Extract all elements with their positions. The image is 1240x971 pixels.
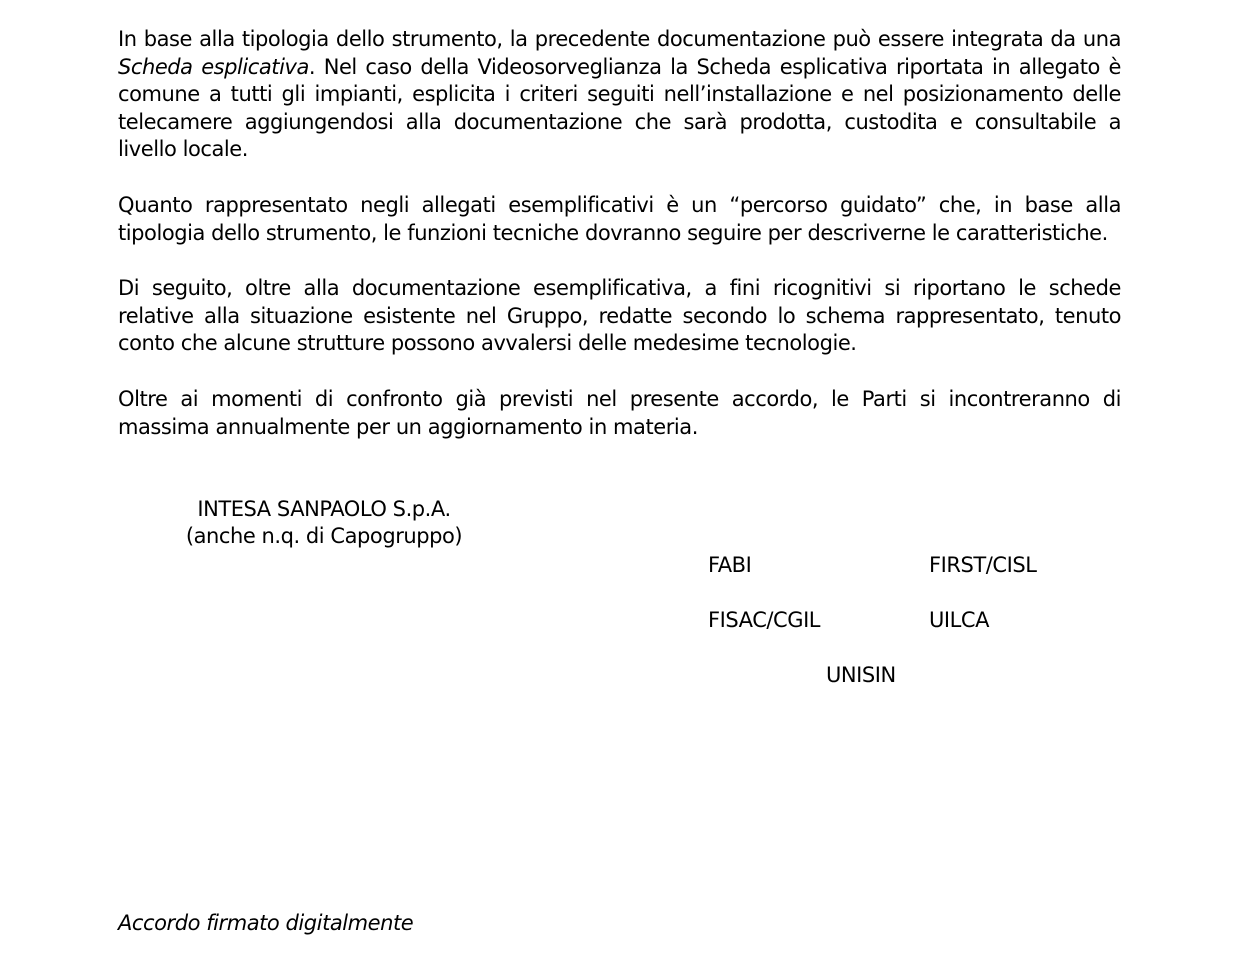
paragraph-text: In base alla tipologia dello strumento, la precedente documentazione può essere integrata da una bbox=[118, 27, 1121, 51]
union-signatory-first-cisl: FIRST/CISL bbox=[929, 553, 1037, 577]
paragraph-schede-ricognitive: Di seguito, oltre alla documentazione esemplificativa, a fini ricognitivi si riportano le schede relative alla situazione esistente nel Gruppo, redatte secondo lo schema rappresentato, tenuto conto che alcune strutture possono avvalersi delle medesime tecnologie. bbox=[118, 276, 1121, 356]
paragraph-incontri-annuali: Oltre ai momenti di confronto già previsti nel presente accordo, le Parti si incontreranno di massima annualmente per un aggiornamento in materia. bbox=[118, 387, 1121, 439]
union-signatory-uilca: UILCA bbox=[929, 608, 990, 632]
company-role: (anche n.q. di Capogruppo) bbox=[185, 524, 463, 548]
paragraph-scheda-esplicativa bbox=[118, 26, 1121, 164]
company-name: INTESA SANPAOLO S.p.A. bbox=[197, 497, 451, 521]
union-signatory-fisac-cgil: FISAC/CGIL bbox=[708, 608, 821, 632]
union-signatory-unisin: UNISIN bbox=[826, 663, 896, 687]
paragraph-text: . Nel caso della Videosorveglianza la Scheda esplicativa riportata in allegato è comune a tutti gli impianti, esplicita i criteri seguiti nell’installazione e nel posizionamento delle telecamere aggiungendosi alla documentazione che sarà prodotta, custodita e consultabile a livello locale. bbox=[118, 54, 1121, 162]
company-signatory bbox=[174, 496, 474, 550]
italic-term: Scheda esplicativa bbox=[118, 54, 309, 79]
union-signatory-fabi: FABI bbox=[708, 553, 752, 577]
paragraph-percorso-guidato: Quanto rappresentato negli allegati esemplificativi è un “percorso guidato” che, in base alla tipologia dello strumento, le funzioni tecniche dovranno seguire per descriverne le caratteristiche. bbox=[118, 193, 1121, 245]
digital-signature-note: Accordo firmato digitalmente bbox=[118, 911, 414, 935]
